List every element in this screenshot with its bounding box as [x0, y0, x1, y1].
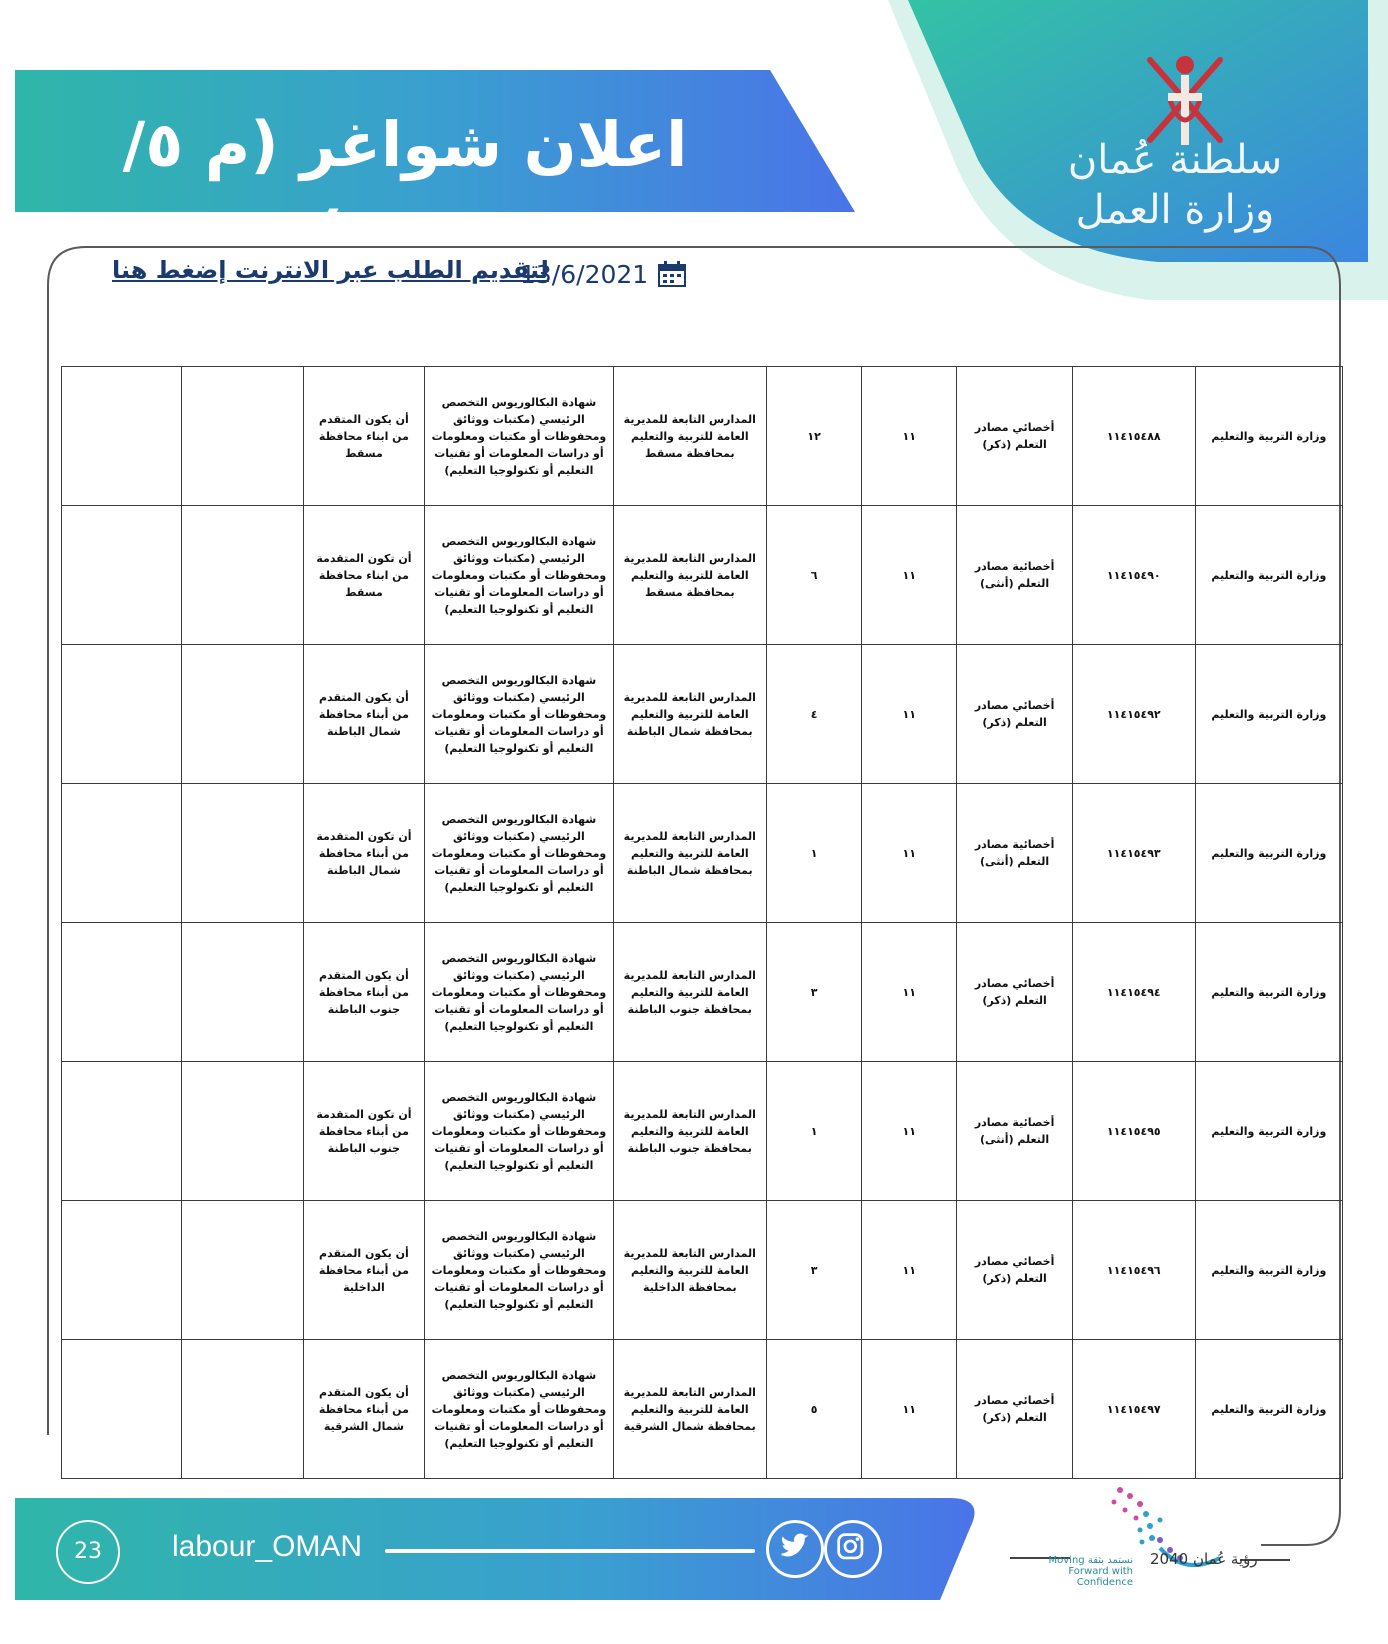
cell-qualification: شهادة البكالوريوس التخصص الرئيسي (مكتبات ووثائق ومحفوظات أو مكتبات ومعلومات أو دراسات المعلومات أو تقنيات التعليم أو تكنولوجيا التعليم): [425, 645, 613, 784]
cell-entity: وزارة التربية والتعليم: [1195, 784, 1342, 923]
cell-grade: ١١: [862, 1340, 957, 1479]
cell-location: المدارس التابعة للمديرية العامة للتربية والتعليم بمحافظة الداخلية: [613, 1201, 766, 1340]
cell-entity: وزارة التربية والتعليم: [1195, 367, 1342, 506]
cell-qualification: شهادة البكالوريوس التخصص الرئيسي (مكتبات ووثائق ومحفوظات أو مكتبات ومعلومات أو دراسات المعلومات أو تقنيات التعليم أو تكنولوجيا التعليم): [425, 784, 613, 923]
cell-empty: [181, 784, 303, 923]
cell-title: أخصائية مصادر التعلم (أنثى): [957, 506, 1073, 645]
cell-count: ٣: [767, 923, 862, 1062]
cell-title: أخصائي مصادر التعلم (ذكر): [957, 923, 1073, 1062]
footer-divider: [385, 1549, 755, 1553]
ministry-name: [1060, 135, 1290, 235]
cell-count: ٤: [767, 645, 862, 784]
cell-empty: [181, 645, 303, 784]
cell-title: أخصائي مصادر التعلم (ذكر): [957, 645, 1073, 784]
cell-title: أخصائي مصادر التعلم (ذكر): [957, 1340, 1073, 1479]
date-area: [520, 257, 686, 291]
ministry-line2: وزارة العمل: [1075, 187, 1275, 233]
table-row: [62, 367, 1343, 506]
cell-code: ١١٤١٥٤٩٠: [1072, 506, 1195, 645]
cell-entity: وزارة التربية والتعليم: [1195, 1062, 1342, 1201]
cell-location: المدارس التابعة للمديرية العامة للتربية والتعليم بمحافظة شمال الباطنة: [613, 645, 766, 784]
announcement-date: 13/6/2021: [520, 259, 649, 289]
cell-empty: [62, 784, 182, 923]
cell-location: المدارس التابعة للمديرية العامة للتربية والتعليم بمحافظة مسقط: [613, 367, 766, 506]
cell-empty: [62, 1201, 182, 1340]
cell-qualification: شهادة البكالوريوس التخصص الرئيسي (مكتبات ووثائق ومحفوظات أو مكتبات ومعلومات أو دراسات المعلومات أو تقنيات التعليم أو تكنولوجيا التعليم): [425, 923, 613, 1062]
table-row: [62, 784, 1343, 923]
cell-grade: ١١: [862, 923, 957, 1062]
cell-grade: ١١: [862, 784, 957, 923]
cell-qualification: شهادة البكالوريوس التخصص الرئيسي (مكتبات ووثائق ومحفوظات أو مكتبات ومعلومات أو دراسات المعلومات أو تقنيات التعليم أو تكنولوجيا التعليم): [425, 367, 613, 506]
cell-code: ١١٤١٥٤٩٢: [1072, 645, 1195, 784]
cell-qualification: شهادة البكالوريوس التخصص الرئيسي (مكتبات ووثائق ومحفوظات أو مكتبات ومعلومات أو دراسات المعلومات أو تقنيات التعليم أو تكنولوجيا التعليم): [425, 1201, 613, 1340]
cell-count: ١: [767, 784, 862, 923]
cell-title: أخصائية مصادر التعلم (أنثى): [957, 784, 1073, 923]
table-row: [62, 923, 1343, 1062]
cell-empty: [181, 1062, 303, 1201]
cell-condition: أن يكون المتقدم من أبناء محافظة الداخلية: [303, 1201, 425, 1340]
page-number: 23: [56, 1520, 120, 1584]
cell-entity: وزارة التربية والتعليم: [1195, 506, 1342, 645]
cell-grade: ١١: [862, 645, 957, 784]
cell-count: ٣: [767, 1201, 862, 1340]
apply-online-link[interactable]: لتقديم الطلب عبر الانترنت إضغط هنا: [112, 256, 549, 284]
cell-qualification: شهادة البكالوريوس التخصص الرئيسي (مكتبات ووثائق ومحفوظات أو مكتبات ومعلومات أو دراسات المعلومات أو تقنيات التعليم أو تكنولوجيا التعليم): [425, 1062, 613, 1201]
cell-empty: [62, 1340, 182, 1479]
cell-condition: أن تكون المتقدمة من أبناء محافظة شمال الباطنة: [303, 784, 425, 923]
cell-grade: ١١: [862, 367, 957, 506]
cell-code: ١١٤١٥٤٩٥: [1072, 1062, 1195, 1201]
cell-location: المدارس التابعة للمديرية العامة للتربية والتعليم بمحافظة مسقط: [613, 506, 766, 645]
calendar-icon: [658, 261, 686, 287]
cell-count: ٥: [767, 1340, 862, 1479]
cell-grade: ١١: [862, 506, 957, 645]
table-row: [62, 1201, 1343, 1340]
table-row: [62, 1340, 1343, 1479]
cell-empty: [181, 1201, 303, 1340]
cell-empty: [181, 367, 303, 506]
cell-code: ١١٤١٥٤٨٨: [1072, 367, 1195, 506]
cell-empty: [62, 1062, 182, 1201]
cell-location: المدارس التابعة للمديرية العامة للتربية والتعليم بمحافظة جنوب الباطنة: [613, 1062, 766, 1201]
cell-entity: وزارة التربية والتعليم: [1195, 1340, 1342, 1479]
table-row: [62, 506, 1343, 645]
twitter-button[interactable]: [766, 1520, 824, 1578]
cell-title: أخصائية مصادر التعلم (أنثى): [957, 1062, 1073, 1201]
cell-condition: أن يكون المتقدم من ابناء محافظة مسقط: [303, 367, 425, 506]
ministry-line1: سلطنة عُمان: [1067, 137, 1283, 183]
table-row: [62, 1062, 1343, 1201]
cell-code: ١١٤١٥٤٩٦: [1072, 1201, 1195, 1340]
cell-condition: أن تكون المتقدمة من ابناء محافظة مسقط: [303, 506, 425, 645]
cell-qualification: شهادة البكالوريوس التخصص الرئيسي (مكتبات ووثائق ومحفوظات أو مكتبات ومعلومات أو دراسات المعلومات أو تقنيات التعليم أو تكنولوجيا التعليم): [425, 506, 613, 645]
page-title: اعلان شواغر (م ٥/ ٢٠٢١): [122, 108, 688, 271]
cell-title: أخصائي مصادر التعلم (ذكر): [957, 367, 1073, 506]
cell-empty: [181, 923, 303, 1062]
cell-entity: وزارة التربية والتعليم: [1195, 923, 1342, 1062]
cell-condition: أن يكون المتقدم من أبناء محافظة شمال الباطنة: [303, 645, 425, 784]
cell-empty: [62, 367, 182, 506]
cell-location: المدارس التابعة للمديرية العامة للتربية والتعليم بمحافظة شمال الباطنة: [613, 784, 766, 923]
twitter-icon: [769, 1523, 821, 1575]
cell-code: ١١٤١٥٤٩٧: [1072, 1340, 1195, 1479]
cell-condition: أن يكون المتقدم من أبناء محافظة شمال الشرقية: [303, 1340, 425, 1479]
vision-tagline: نستمد بثقة Moving Forward with Confidence: [1048, 1555, 1133, 1588]
cell-empty: [181, 1340, 303, 1479]
cell-code: ١١٤١٥٤٩٣: [1072, 784, 1195, 923]
cell-empty: [62, 923, 182, 1062]
cell-empty: [181, 506, 303, 645]
cell-location: المدارس التابعة للمديرية العامة للتربية والتعليم بمحافظة شمال الشرقية: [613, 1340, 766, 1479]
social-handle: labour_OMAN: [172, 1530, 363, 1563]
cell-grade: ١١: [862, 1201, 957, 1340]
cell-count: ١: [767, 1062, 862, 1201]
cell-title: أخصائي مصادر التعلم (ذكر): [957, 1201, 1073, 1340]
cell-location: المدارس التابعة للمديرية العامة للتربية والتعليم بمحافظة جنوب الباطنة: [613, 923, 766, 1062]
cell-condition: أن يكون المتقدم من أبناء محافظة جنوب الباطنة: [303, 923, 425, 1062]
instagram-icon: [827, 1523, 879, 1575]
cell-count: ٦: [767, 506, 862, 645]
cell-empty: [62, 645, 182, 784]
cell-entity: وزارة التربية والتعليم: [1195, 1201, 1342, 1340]
cell-grade: ١١: [862, 1062, 957, 1201]
table-row: [62, 645, 1343, 784]
cell-count: ١٢: [767, 367, 862, 506]
cell-condition: أن تكون المتقدمة من أبناء محافظة جنوب الباطنة: [303, 1062, 425, 1201]
cell-entity: وزارة التربية والتعليم: [1195, 645, 1342, 784]
vision-logo: رؤية عُمان 2040: [1150, 1550, 1258, 1568]
cell-empty: [62, 506, 182, 645]
cell-qualification: شهادة البكالوريوس التخصص الرئيسي (مكتبات ووثائق ومحفوظات أو مكتبات ومعلومات أو دراسات المعلومات أو تقنيات التعليم أو تكنولوجيا التعليم): [425, 1340, 613, 1479]
vacancies-table: [61, 366, 1343, 1479]
instagram-button[interactable]: [824, 1520, 882, 1578]
cell-code: ١١٤١٥٤٩٤: [1072, 923, 1195, 1062]
